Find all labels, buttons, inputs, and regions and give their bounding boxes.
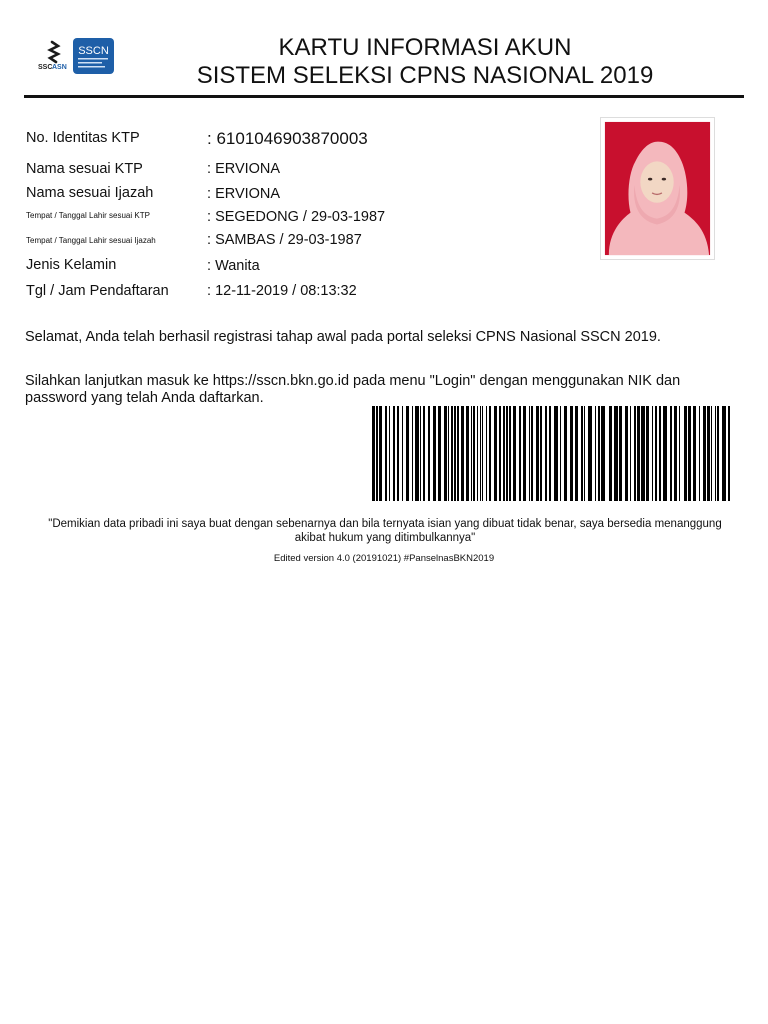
header-divider bbox=[24, 95, 744, 98]
barcode-bar bbox=[575, 406, 578, 501]
barcode-bar bbox=[679, 406, 680, 501]
barcode-bar bbox=[477, 406, 478, 501]
barcode-bar bbox=[663, 406, 667, 501]
sscasn-logo bbox=[36, 36, 116, 76]
title-line-1: KARTU INFORMASI AKUN bbox=[278, 34, 572, 61]
barcode-bar bbox=[454, 406, 456, 501]
barcode-bar bbox=[499, 406, 501, 501]
barcode-bar bbox=[438, 406, 441, 501]
barcode-bar bbox=[670, 406, 672, 501]
applicant-photo bbox=[600, 117, 715, 260]
barcode-bar bbox=[588, 406, 592, 501]
barcode-bar bbox=[641, 406, 645, 501]
barcode-bar bbox=[554, 406, 558, 501]
edited-version: Edited version 4.0 (20191021) #PanselnasBKN2019 bbox=[273, 553, 495, 564]
label-gender: Jenis Kelamin bbox=[26, 257, 117, 273]
barcode-bar bbox=[545, 406, 547, 501]
barcode-bar bbox=[489, 406, 491, 501]
value-birth-ijazah: : SAMBAS / 29-03-1987 bbox=[207, 232, 362, 248]
label-name-ktp: Nama sesuai KTP bbox=[26, 161, 143, 177]
barcode-bar bbox=[509, 406, 511, 501]
barcode-bar bbox=[393, 406, 395, 501]
barcode-bar bbox=[389, 406, 390, 501]
barcode-bar bbox=[717, 406, 719, 501]
barcode-bar bbox=[513, 406, 516, 501]
barcode-bar bbox=[480, 406, 481, 501]
barcode-bar bbox=[688, 406, 691, 501]
value-name-ktp: : ERVIONA bbox=[207, 161, 281, 177]
barcode-bar bbox=[570, 406, 573, 501]
declaration-text: "Demikian data pribadi ini saya buat dengan sebenarnya dan bila ternyata isian yang dibuat tidak benar, saya bersedia menanggung akibat hukum yang ditimbulkannya" bbox=[48, 518, 722, 544]
barcode-bar bbox=[674, 406, 677, 501]
barcode-bar bbox=[711, 406, 712, 501]
barcode-bar bbox=[722, 406, 726, 501]
barcode-bar bbox=[634, 406, 636, 501]
label-registration-time: Tgl / Jam Pendaftaran bbox=[26, 283, 169, 299]
barcode-bar bbox=[715, 406, 716, 501]
barcode-bar bbox=[519, 406, 521, 501]
barcode-bar bbox=[595, 406, 596, 501]
barcode-bar bbox=[614, 406, 618, 501]
barcode-bar bbox=[372, 406, 375, 501]
barcode-bar bbox=[466, 406, 469, 501]
title-line-2: SISTEM SELEKSI CPNS NASIONAL 2019 bbox=[196, 62, 654, 89]
barcode-bar bbox=[655, 406, 657, 501]
barcode-bar bbox=[684, 406, 687, 501]
barcode-bar bbox=[652, 406, 653, 501]
barcode-bar bbox=[412, 406, 413, 501]
barcode-bar bbox=[482, 406, 483, 501]
value-registration-time: : 12-11-2019 / 08:13:32 bbox=[207, 283, 357, 299]
svg-text:ASN: ASN bbox=[52, 64, 67, 71]
barcode-bar bbox=[451, 406, 453, 501]
barcode-bar bbox=[428, 406, 430, 501]
barcode-bar bbox=[471, 406, 472, 501]
label-name-ijazah: Nama sesuai Ijazah bbox=[26, 185, 154, 201]
label-ktp-number: No. Identitas KTP bbox=[26, 130, 140, 146]
barcode-bar bbox=[598, 406, 600, 501]
barcode-bar bbox=[397, 406, 399, 501]
barcode-bar bbox=[625, 406, 628, 501]
label-birth-ijazah: Tempat / Tanggal Lahir sesuai Ijazah bbox=[26, 236, 156, 245]
barcode-bar bbox=[433, 406, 436, 501]
barcode-bar bbox=[540, 406, 542, 501]
barcode-bar bbox=[560, 406, 561, 501]
value-ktp-number: : 6101046903870003 bbox=[207, 129, 368, 148]
barcode-bar bbox=[376, 406, 378, 501]
barcode-bar bbox=[637, 406, 640, 501]
barcode-bar bbox=[549, 406, 551, 501]
barcode-bar bbox=[699, 406, 700, 501]
barcode-bar bbox=[707, 406, 710, 501]
value-gender: : Wanita bbox=[207, 258, 260, 274]
barcode bbox=[372, 406, 730, 501]
barcode-bar bbox=[646, 406, 649, 501]
barcode-bar bbox=[619, 406, 622, 501]
label-birth-ktp: Tempat / Tanggal Lahir sesuai KTP bbox=[26, 211, 150, 220]
login-instruction: Silahkan lanjutkan masuk ke https://sscn.bkn.go.id pada menu "Login" dengan menggunakan NIK dan password yang telah Anda daftarkan. bbox=[25, 373, 681, 406]
barcode-bar bbox=[444, 406, 447, 501]
barcode-bar bbox=[457, 406, 459, 501]
barcode-bar bbox=[693, 406, 696, 501]
barcode-bar bbox=[494, 406, 497, 501]
barcode-bar bbox=[379, 406, 382, 501]
barcode-bar bbox=[406, 406, 409, 501]
barcode-bar bbox=[385, 406, 387, 501]
value-birth-ktp: : SEGEDONG / 29-03-1987 bbox=[207, 209, 386, 225]
barcode-bar bbox=[703, 406, 706, 501]
barcode-bar bbox=[659, 406, 661, 501]
barcode-bar bbox=[581, 406, 583, 501]
success-message: Selamat, Anda telah berhasil registrasi tahap awal pada portal seleksi CPNS Nasional SSCN 2019. bbox=[25, 329, 661, 345]
barcode-bar bbox=[536, 406, 539, 501]
value-name-ijazah: : ERVIONA bbox=[207, 186, 281, 202]
barcode-bar bbox=[486, 406, 487, 501]
svg-text:SSCN: SSCN bbox=[78, 45, 109, 57]
barcode-bar bbox=[423, 406, 425, 501]
barcode-bar bbox=[523, 406, 526, 501]
barcode-bar bbox=[473, 406, 475, 501]
barcode-bar bbox=[531, 406, 533, 501]
barcode-bar bbox=[461, 406, 464, 501]
barcode-bar bbox=[601, 406, 605, 501]
barcode-bar bbox=[415, 406, 419, 501]
barcode-bar bbox=[529, 406, 530, 501]
barcode-bar bbox=[630, 406, 631, 501]
barcode-bar bbox=[564, 406, 567, 501]
barcode-bar bbox=[728, 406, 730, 501]
svg-text:SSC: SSC bbox=[38, 64, 53, 71]
barcode-bar bbox=[609, 406, 612, 501]
barcode-bar bbox=[420, 406, 421, 501]
barcode-bar bbox=[448, 406, 449, 501]
barcode-bar bbox=[503, 406, 505, 501]
barcode-bar bbox=[584, 406, 585, 501]
barcode-bar bbox=[402, 406, 403, 501]
barcode-bar bbox=[506, 406, 508, 501]
